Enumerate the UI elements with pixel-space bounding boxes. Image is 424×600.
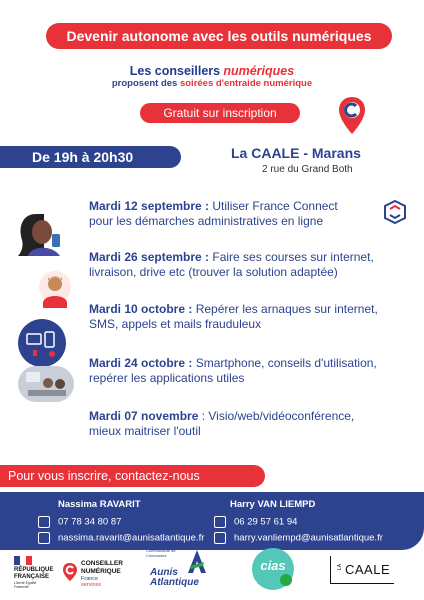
place-address: 2 rue du Grand Both bbox=[262, 164, 353, 175]
event-line2: mieux maitriser l'outil bbox=[89, 424, 201, 438]
cias-badge bbox=[280, 574, 292, 586]
event-line1: : Visio/web/vidéoconférence, bbox=[198, 409, 355, 423]
event-date: Mardi 10 octobre : bbox=[89, 302, 193, 316]
caale-logo bbox=[330, 556, 394, 584]
place-name: La CAALE - Marans bbox=[231, 145, 361, 161]
email-icon bbox=[214, 532, 226, 544]
event-line2: livraison, drive etc (trouver la solution adaptée) bbox=[89, 265, 338, 279]
woman-with-phone-illustration bbox=[14, 210, 74, 262]
aunis-name: Aunis Atlantique bbox=[150, 567, 199, 588]
email-icon bbox=[38, 532, 50, 544]
conseillers-prefix: Les conseillers bbox=[129, 64, 221, 78]
france-services-text: France services bbox=[81, 576, 102, 588]
propose-highlight: soirées d'entraide numérique bbox=[179, 78, 313, 89]
aunis-atlantique-logo bbox=[146, 548, 210, 594]
conseillers-tagline bbox=[0, 64, 424, 78]
contact-phone bbox=[38, 516, 121, 528]
propose-line bbox=[0, 78, 424, 89]
event-item bbox=[89, 199, 389, 229]
event-item bbox=[89, 250, 389, 280]
contact-email-link[interactable]: nassima.ravarit@aunisatlantique.fr bbox=[58, 532, 205, 544]
contact-phone-number[interactable]: 06 29 57 61 94 bbox=[234, 516, 298, 528]
location-pin-icon bbox=[338, 96, 366, 136]
republique-francaise-logo bbox=[14, 556, 58, 589]
event-item bbox=[89, 409, 389, 439]
caale-text: CAALE bbox=[345, 562, 391, 577]
event-line1: Repérer les arnaques sur internet, bbox=[192, 302, 378, 316]
cias-logo bbox=[252, 548, 294, 590]
title-banner: Devenir autonome avec les outils numériques bbox=[46, 23, 392, 49]
aunis-small-text: Communauté de Communes bbox=[146, 548, 176, 558]
contact-name: Harry VAN LIEMPD bbox=[230, 499, 316, 510]
republique-motto: Liberté Égalité Fraternité bbox=[14, 581, 37, 589]
group-meeting-photo bbox=[18, 366, 74, 402]
event-line1: Faire ses courses sur internet, bbox=[209, 250, 374, 264]
security-devices-illustration bbox=[16, 318, 68, 368]
contact-email bbox=[214, 532, 383, 544]
contact-email bbox=[38, 532, 204, 544]
phone-icon bbox=[38, 516, 50, 528]
caale-prefix: LA bbox=[337, 563, 344, 571]
event-date: Mardi 26 septembre : bbox=[89, 250, 210, 264]
flag-icon bbox=[14, 556, 32, 565]
conseiller-text: CONSEILLER NUMÉRIQUE bbox=[81, 560, 123, 575]
event-item bbox=[89, 356, 389, 386]
event-date: Mardi 24 octobre : bbox=[89, 356, 193, 370]
contacts-panel bbox=[0, 492, 424, 550]
contact-heading: Pour vous inscrire, contactez-nous bbox=[0, 465, 265, 487]
man-avatar-illustration bbox=[38, 270, 72, 310]
event-line2: pour les démarches administratives en ligne bbox=[89, 214, 324, 228]
phone-icon bbox=[214, 516, 226, 528]
contact-phone-number[interactable]: 07 78 34 80 87 bbox=[58, 516, 122, 528]
event-line2: SMS, appels et mails frauduleux bbox=[89, 317, 262, 331]
contact-phone bbox=[214, 516, 297, 528]
event-item bbox=[89, 302, 389, 332]
republique-text: RÉPUBLIQUE FRANÇAISE bbox=[14, 567, 54, 580]
contact-email-link[interactable]: harry.vanliempd@aunisatlantique.fr bbox=[234, 532, 383, 544]
event-line1: Smartphone, conseils d'utilisation, bbox=[192, 356, 377, 370]
event-date: Mardi 12 septembre : bbox=[89, 199, 210, 213]
conseillers-word: numériques bbox=[223, 64, 295, 78]
propose-prefix: proposent des bbox=[111, 78, 178, 89]
event-date: Mardi 07 novembre bbox=[89, 409, 199, 423]
event-line1: Utiliser France Connect bbox=[209, 199, 338, 213]
conseiller-pin-icon bbox=[62, 562, 78, 582]
event-line2: repérer les applications utiles bbox=[89, 371, 245, 385]
time-banner: De 19h à 20h30 bbox=[0, 146, 181, 168]
free-registration-badge: Gratuit sur inscription bbox=[140, 103, 300, 123]
contact-name: Nassima RAVARIT bbox=[58, 499, 141, 510]
cias-text: cias bbox=[260, 558, 286, 573]
